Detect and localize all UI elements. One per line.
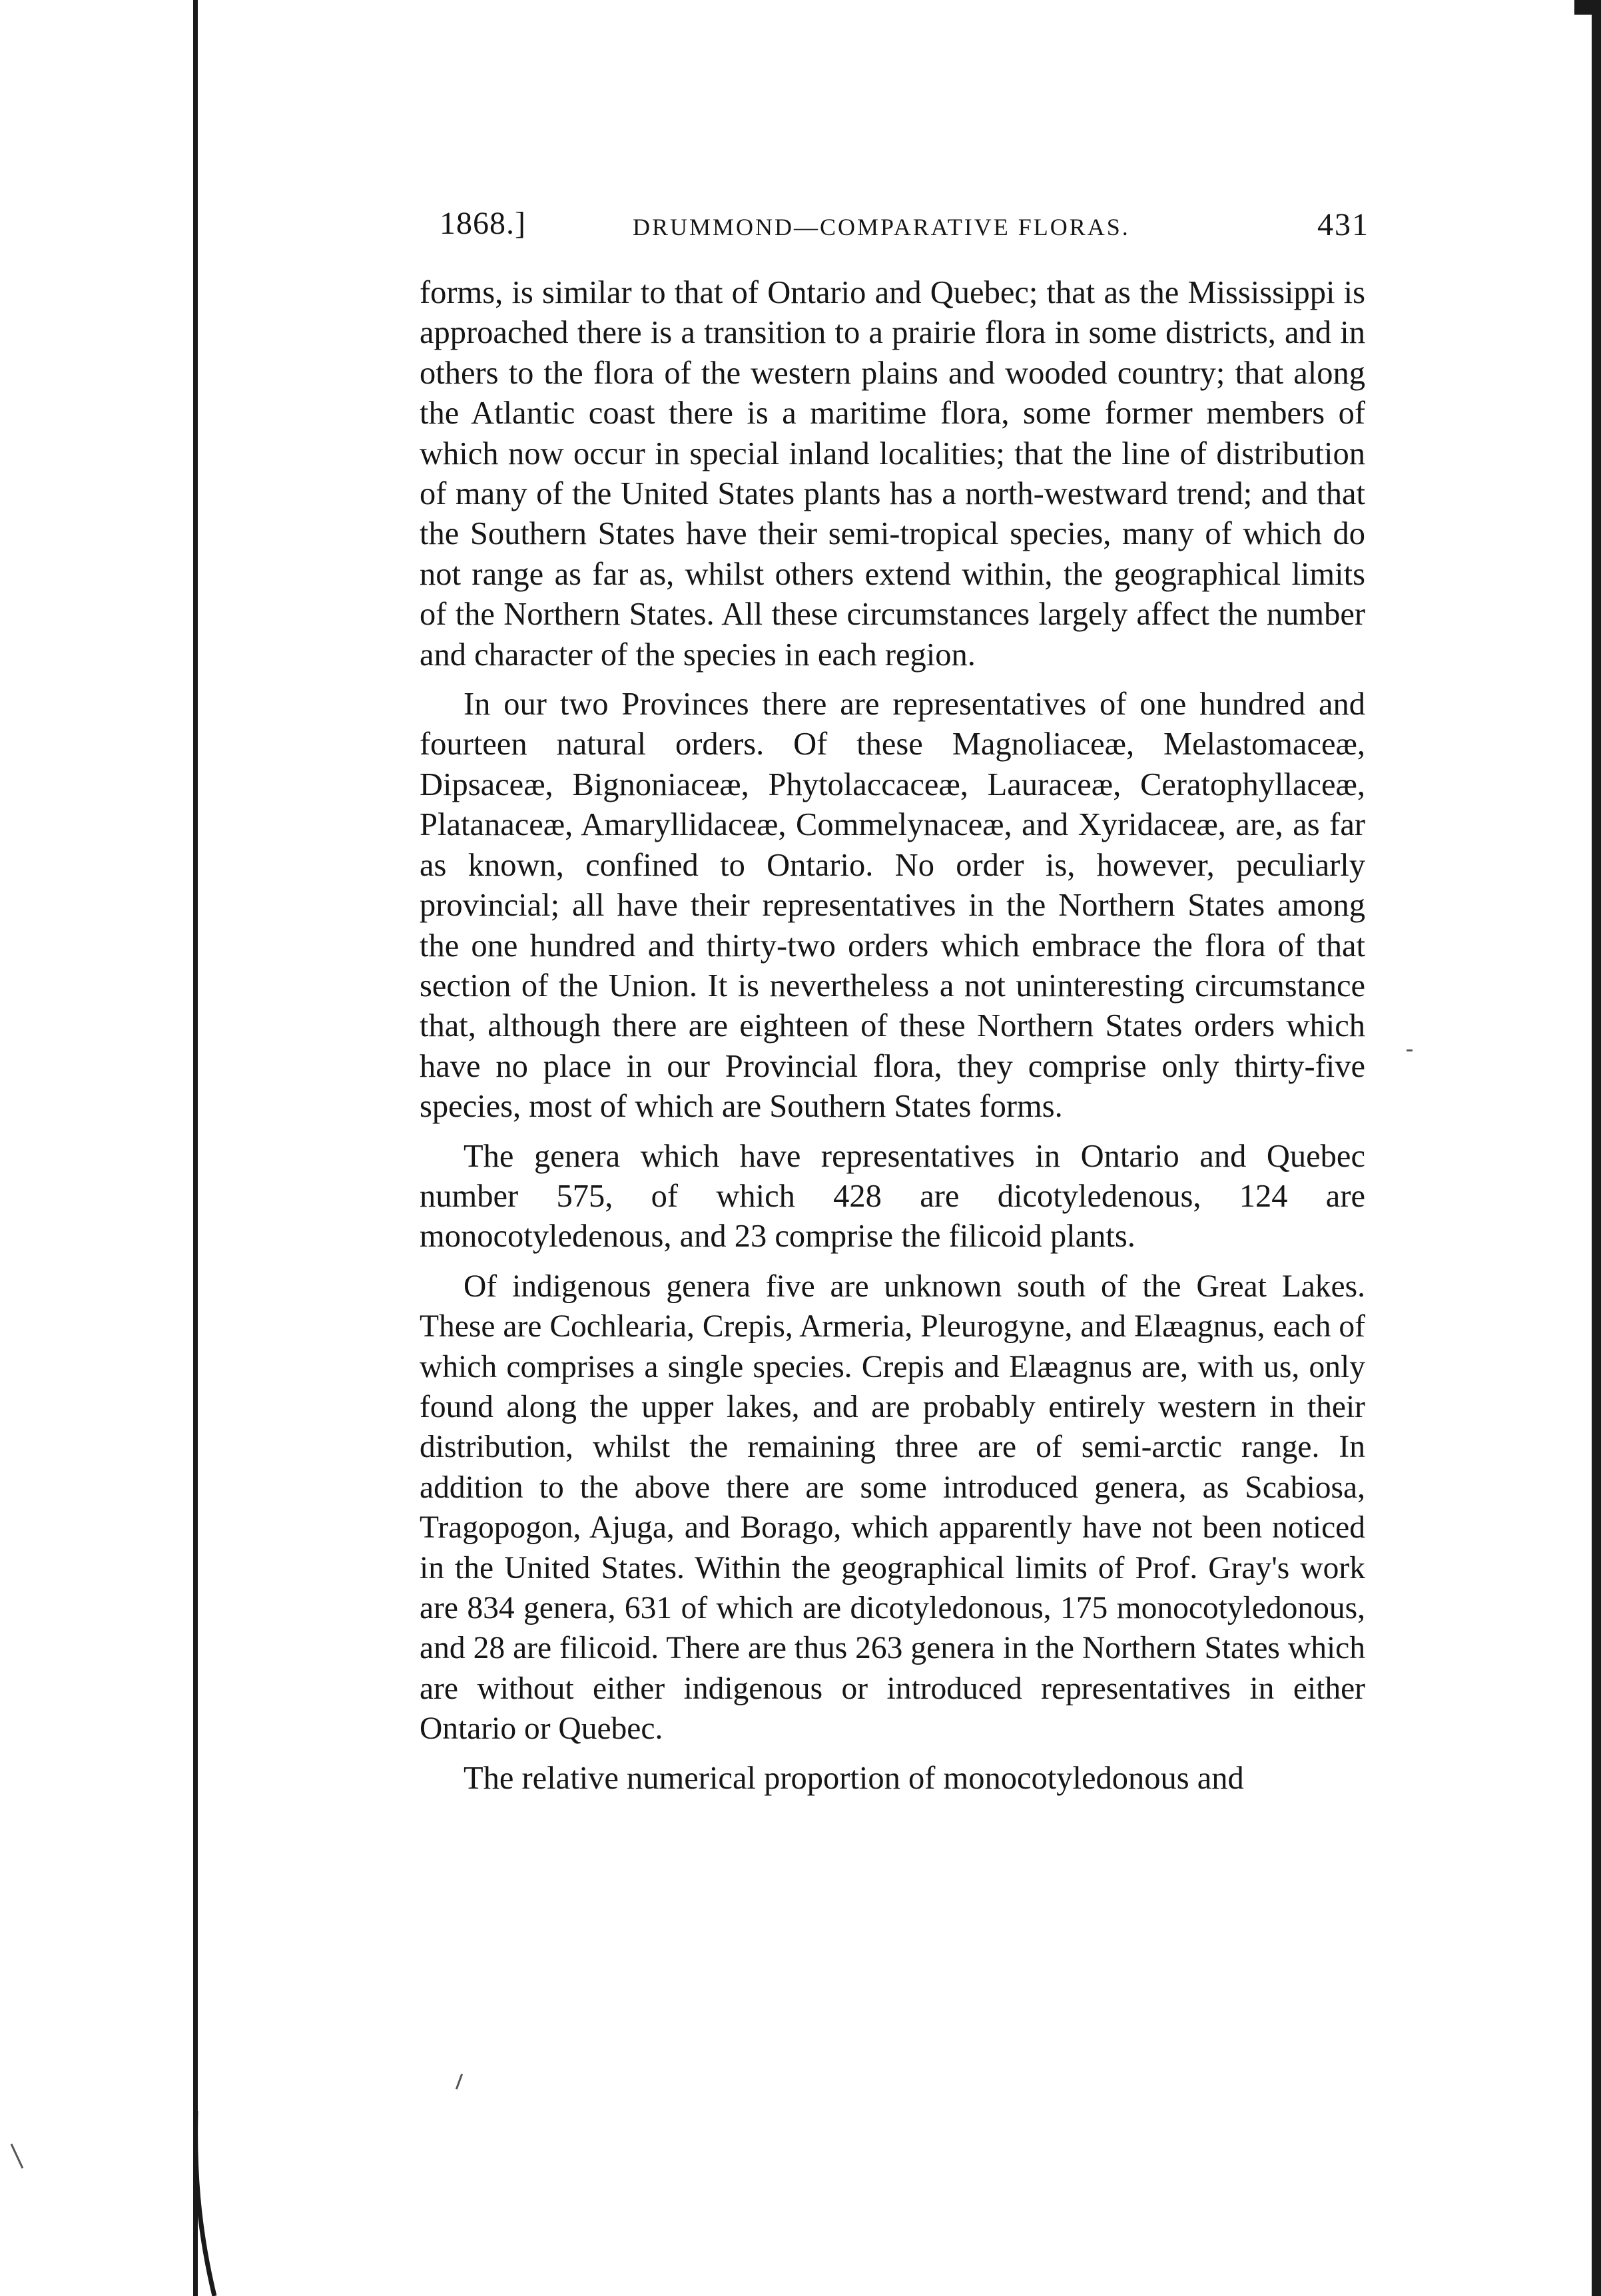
paragraph: In our two Provinces there are representatives of one hundred and fourteen natural orders. Of these Magnoliaceæ, Melastomaceæ, Dipsaceæ, Bignoniaceæ, Phytolaccaceæ, Lauraceæ, Ceratophyllaceæ, Platanaceæ, Amaryllidaceæ, Commelynaceæ, and Xyridaceæ, are, as far as known, confined to Ontario. No order is, however, peculiarly provincial; all have their representatives in the Northern States among the one hundred and thirty-two orders which embrace the flora of that section of the Union. It is nevertheless a not uninteresting circumstance that, although there are eighteen of these Northern States orders which have no place in our Provincial flora, they comprise only thirty-five species, most of which are Southern States forms. <box>420 687 1365 1125</box>
paragraph: Of indigenous genera five are unknown south of the Great Lakes. These are Cochlearia, Crepis, Armeria, Pleurogyne, and Elæagnus, each of which comprises a single species. Crepis and Elæagnus are, with us, only found along the upper lakes, and are probably entirely western in their distribution, whilst the remaining three are of semi-arctic range. In addition to the above there are some introduced genera, as Scabiosa, Tragopogon, Ajuga, and Borago, which apparently have not been noticed in the United States. Within the geographical limits of Prof. Gray's work are 834 genera, 631 of which are dicotyledonous, 175 monocotyledonous, and 28 are filicoid. There are thus 263 genera in the Northern States which are without either indigenous or introduced representatives in either Ontario or Quebec. <box>420 1269 1365 1747</box>
binding-curve <box>174 2111 234 2296</box>
page-number: 431 <box>1317 207 1369 242</box>
page-gutter-shadow <box>193 0 198 2296</box>
paragraph-continued: forms, is similar to that of Ontario and Quebec; that as the Mississippi is approached there is a transition to a prairie flora in some districts, and in others to the flora of the western plains and wooded country; that along the Atlantic coast there is a maritime flora, some former members of which now occur in special inland localities; that the line of distribution of many of the United States plants has a north-westward trend; and that the Southern States have their semi-tropical species, many of which do not range as far as, whilst others extend within, the geographical limits of the Northern States. All these circumstances largely affect the number and character of the species in each region. <box>420 275 1365 673</box>
scan-edge-right <box>1592 0 1601 2296</box>
running-head <box>440 205 1372 252</box>
body-text <box>420 273 1365 1799</box>
running-head-year: 1868.] <box>440 206 526 241</box>
scan-speck <box>1407 1049 1413 1051</box>
scan-speck <box>11 2144 24 2169</box>
scan-speck <box>456 2074 463 2090</box>
paragraph: The relative numerical proportion of monocotyledonous and <box>464 1760 1244 1796</box>
scan-edge-corner <box>1574 0 1601 15</box>
paragraph: The genera which have representatives in Ontario and Quebec number 575, of which 428 are dicotyledenous, 124 are monocotyledenous, and 23 comprise the filicoid plants. <box>420 1138 1365 1255</box>
running-head-title: DRUMMOND—COMPARATIVE FLORAS. <box>633 214 1130 240</box>
